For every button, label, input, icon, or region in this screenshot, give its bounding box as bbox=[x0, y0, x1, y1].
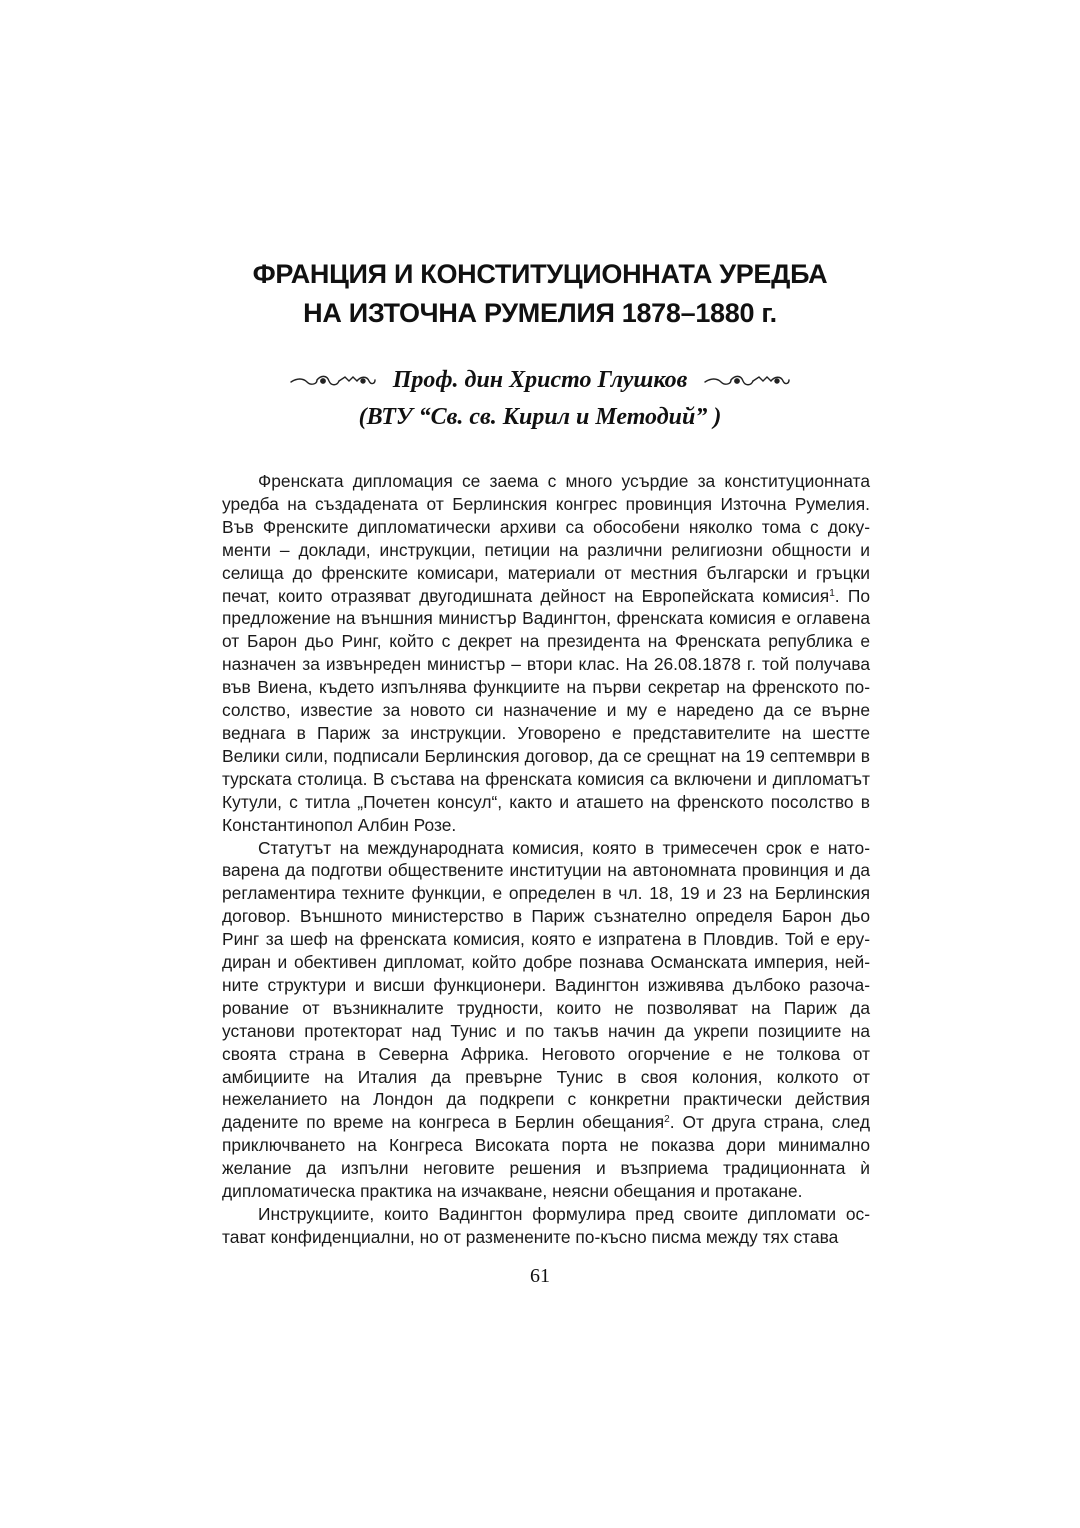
author-line bbox=[0, 362, 1080, 399]
paragraph-text: . По предложение на външния министър Вадингтон, френската комисия е оглавена от Барон дьо Ринг, който с декрет на президента на Френската република е назначен за извънреден министър – втори клас. На 26.08.1878 г. той получава във Виена, където изпълнява функциите на първи секретар на френското посолство, известие за новото си назначение и му е наредено да се върне веднага в Париж за инструкции. Уговорено е представителите на шестте Велики сили, подписали Берлинския договор, да се срещнат на 19 септември в турската столица. В състава на френската комисия са включени и дипломатът Кутули, с титла „Почетен консул“, както и аташето на френското посолство в Константинопол Албин Розе. bbox=[222, 585, 870, 835]
author-block bbox=[0, 362, 1080, 436]
flourish-ornament-icon bbox=[289, 372, 377, 390]
paragraph-text: Инструкциите, които Вадингтон формулира пред своите дипломати остават конфиденциални, но от разменените по-късно писма между тях става bbox=[222, 1204, 870, 1247]
paragraph bbox=[222, 1203, 870, 1249]
author-name: Проф. дин Христо Глушков bbox=[392, 367, 688, 393]
title-line-1: ФРАНЦИЯ И КОНСТИТУЦИОННАТА УРЕДБА bbox=[252, 259, 828, 289]
paragraph-text: . От друга страна, след приключването на Конгреса Високата порта не показва дори минимално желание да изпълни неговите решения и възприема традиционната ѝ дипломатическа практика на изчакване, неясни обещания и протакане. bbox=[222, 1112, 870, 1202]
page-number: 61 bbox=[530, 1265, 550, 1287]
article-title bbox=[0, 255, 1080, 333]
paragraph bbox=[222, 837, 870, 1204]
flourish-ornament-icon bbox=[703, 372, 791, 390]
paragraph bbox=[222, 470, 870, 837]
title-line-2: НА ИЗТОЧНА РУМЕЛИЯ 1878–1880 г. bbox=[303, 298, 777, 328]
footnote-ref[interactable]: 1 bbox=[829, 587, 835, 599]
author-affiliation: (ВТУ “Св. св. Кирил и Методий” ) bbox=[358, 404, 722, 430]
article-body bbox=[222, 470, 870, 1249]
paragraph-text: Статутът на международната комисия, която в тримесечен срок е натоварена да подготви обществените институции на автономната провинция и да регламентира техните функции, е определен в чл. 18, 19 и 23 на Берлинския договор. Външното министерство в Париж съзнателно определя Барон дьо Ринг за шеф на френската комисия, която е изпратена в Пловдив. Той е ерудиран и обективен дипломат, който добре познава Османската империя, нейните структури и висши функционери. Вадингтон изживява дълбоко разочарование от възникналите трудности, които не позволяват на Париж да установи протекторат над Тунис и по такъв начин да укрепи позициите на своята страна в Северна Африка. Неговото огорчение е не толкова от амбициите на Италия да превърне Тунис в своя колония, колкото от нежеланието на Лондон да подкрепи с конкретни практически действия дадените по време на конгреса в Берлин обещания bbox=[222, 837, 870, 1133]
paragraph-text: Френската дипломация се заема с много усърдие за конституционната уредба на създадената от Берлинския конгрес провинция Източна Румелия. Във Френските дипломатически архиви са обособени няколко тома с документи – доклади, инструкции, петиции на различни религиозни общности и селища до френските комисари, материали от местния български и гръцки печат, които отразяват двугодишната дейност на Европейската комисия bbox=[222, 471, 870, 606]
footnote-ref[interactable]: 2 bbox=[664, 1114, 670, 1126]
